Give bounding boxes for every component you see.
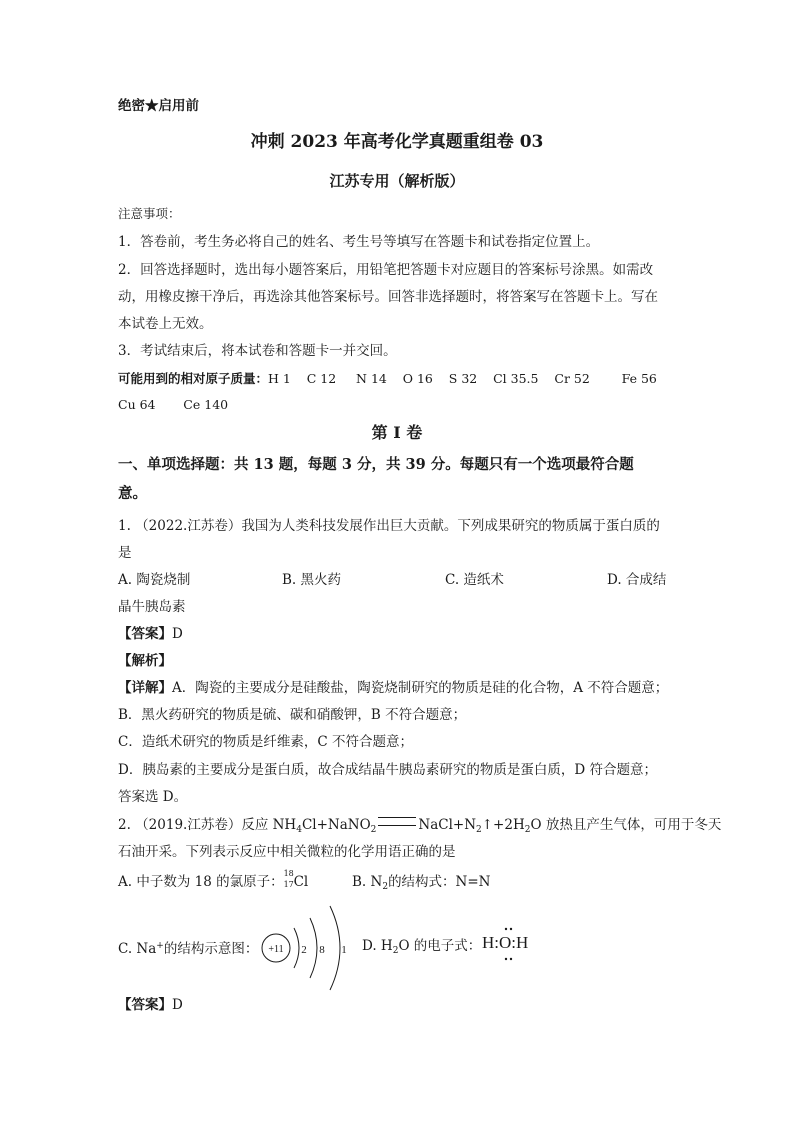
q1-option-b: B. 黑火药 <box>282 572 342 588</box>
q2-sub-2b: 2 <box>476 825 482 835</box>
q2-option-b-pre: B. N <box>352 874 383 890</box>
q1-detail-b: B．黑火药研究的物质是硫、碳和硝酸钾，B 不符合题意； <box>118 707 467 723</box>
q2-option-c-pre: C. Na <box>118 941 157 957</box>
q1-detail-a: A．陶瓷的主要成分是硅酸盐，陶瓷烧制研究的物质是硅的化合物，A 不符合题意； <box>172 680 669 696</box>
q2-stem-part-1: 2. （2019.江苏卷）反应 NH <box>118 817 297 833</box>
reaction-arrow <box>378 817 416 826</box>
isotope-notation <box>283 869 314 892</box>
section-instruction-b: 意。 <box>118 485 147 502</box>
atomic-masses-values: H 1 C 12 N 14 O 16 S 32 Cl 35.5 Cr 52 Fe 56 <box>268 371 657 386</box>
shell-3-count: 1 <box>341 944 347 956</box>
note-2c: 本试卷上无效。 <box>118 316 213 332</box>
nucleus-charge: +11 <box>268 944 284 955</box>
q1-detail-a-line <box>118 678 668 698</box>
q2-option-c <box>118 936 258 959</box>
q1-answer-label: 【答案】 <box>118 626 172 642</box>
confidential-mark: 绝密★启用前 <box>118 98 199 114</box>
q1-stem-a: 1. （2022.江苏卷）我国为人类科技发展作出巨大贡献。下列成果研究的物质属于蛋白质的 <box>118 518 660 534</box>
q1-detail-d: D．胰岛素的主要成分是蛋白质，故合成结晶牛胰岛素研究的物质是蛋白质，D 符合题意； <box>118 762 657 778</box>
q1-answer <box>118 624 183 644</box>
q2-sub-2a: 2 <box>370 825 377 835</box>
q2-stem-part-3: NaCl+N <box>418 817 477 833</box>
shell-arc-2 <box>310 918 317 978</box>
shell-1-count: 2 <box>301 944 307 956</box>
shell-arc-3 <box>330 906 340 990</box>
sodium-ion-structure-diagram <box>258 900 362 995</box>
section-title: 第 I 卷 <box>371 423 423 442</box>
q1-answer-value: D <box>172 626 183 642</box>
atomic-masses-line-2: Cu 64 Ce 140 <box>118 397 229 412</box>
shell-arc-1 <box>294 928 299 968</box>
q1-option-d: D. 合成结 <box>607 572 667 588</box>
paper-subtitle: 江苏专用（解析版） <box>329 172 465 190</box>
q2-stem-a <box>118 815 721 840</box>
q1-stem-b: 是 <box>118 545 132 561</box>
shell-2-count: 8 <box>319 944 325 956</box>
q2-option-d-end: O 的电子式： <box>398 938 482 954</box>
q1-option-d-cont: 晶牛胰岛素 <box>118 599 186 615</box>
q2-option-c-end: 的结构示意图： <box>163 941 259 957</box>
isotope-number: 17 <box>283 880 294 889</box>
q1-conclusion: 答案选 D。 <box>118 789 188 805</box>
q2-answer-value: D <box>172 997 183 1013</box>
paper-title: 冲刺 2023 年高考化学真题重组卷 03 <box>250 132 544 152</box>
q2-option-a-text: A. 中子数为 18 的氯原子： <box>118 874 284 890</box>
q1-option-a: A. 陶瓷烧制 <box>118 572 191 588</box>
q2-option-a <box>118 869 314 892</box>
lone-pair-dots <box>500 926 518 962</box>
isotope-symbol: Cl <box>293 874 309 890</box>
note-3: 3．考试结束后，将本试卷和答题卡一并交回。 <box>118 343 397 359</box>
notes-heading: 注意事项： <box>118 206 181 221</box>
q2-stem-b: 石油开采。下列表示反应中相关微粒的化学用语正确的是 <box>118 844 456 860</box>
q2-sub-4: 4 <box>296 825 302 835</box>
q2-option-d-sub: 2 <box>392 946 399 956</box>
q1-detail-c: C．造纸术研究的物质是纤维素，C 不符合题意； <box>118 734 413 750</box>
q2-option-c-sup: + <box>156 941 164 951</box>
q2-option-d-pre: D. H <box>362 938 393 954</box>
q2-stem-part-4: ↑+2H <box>481 817 525 833</box>
q2-option-b-sub: 2 <box>382 882 389 892</box>
note-2a: 2．回答选择题时，选出每小题答案后，用铅笔把答题卡对应题目的答案标号涂黑。如需改 <box>118 262 654 278</box>
q1-analysis-label: 【解析】 <box>118 653 172 669</box>
q2-option-b <box>352 872 491 897</box>
q2-answer <box>118 995 183 1015</box>
q2-sub-2c: 2 <box>524 825 531 835</box>
q2-stem-part-2: Cl+NaNO <box>301 817 371 833</box>
note-2b: 动，用橡皮擦干净后，再选涂其他答案标号。回答非选择题时，将答案写在答题卡上。写在 <box>118 289 658 305</box>
q2-option-b-end: 的结构式：N=N <box>388 874 491 890</box>
atomic-masses-label: 可能用到的相对原子质量： <box>118 371 269 386</box>
atomic-masses-line-1 <box>118 369 657 389</box>
q2-stem-part-5: O 放热且产生气体，可用于冬天 <box>530 817 722 833</box>
water-electron-formula: H:O:H <box>482 933 529 952</box>
q2-answer-label: 【答案】 <box>118 997 172 1013</box>
section-instruction-a: 一、单项选择题：共 13 题，每题 3 分，共 39 分。每题只有一个选项最符合题 <box>118 456 634 473</box>
q1-detail-label: 【详解】 <box>118 680 172 696</box>
q1-option-c: C. 造纸术 <box>445 572 504 588</box>
isotope-mass: 18 <box>283 869 294 878</box>
note-1: 1．答卷前，考生务必将自己的姓名、考生号等填写在答题卡和试卷指定位置上。 <box>118 234 600 250</box>
q2-option-d <box>362 936 481 961</box>
